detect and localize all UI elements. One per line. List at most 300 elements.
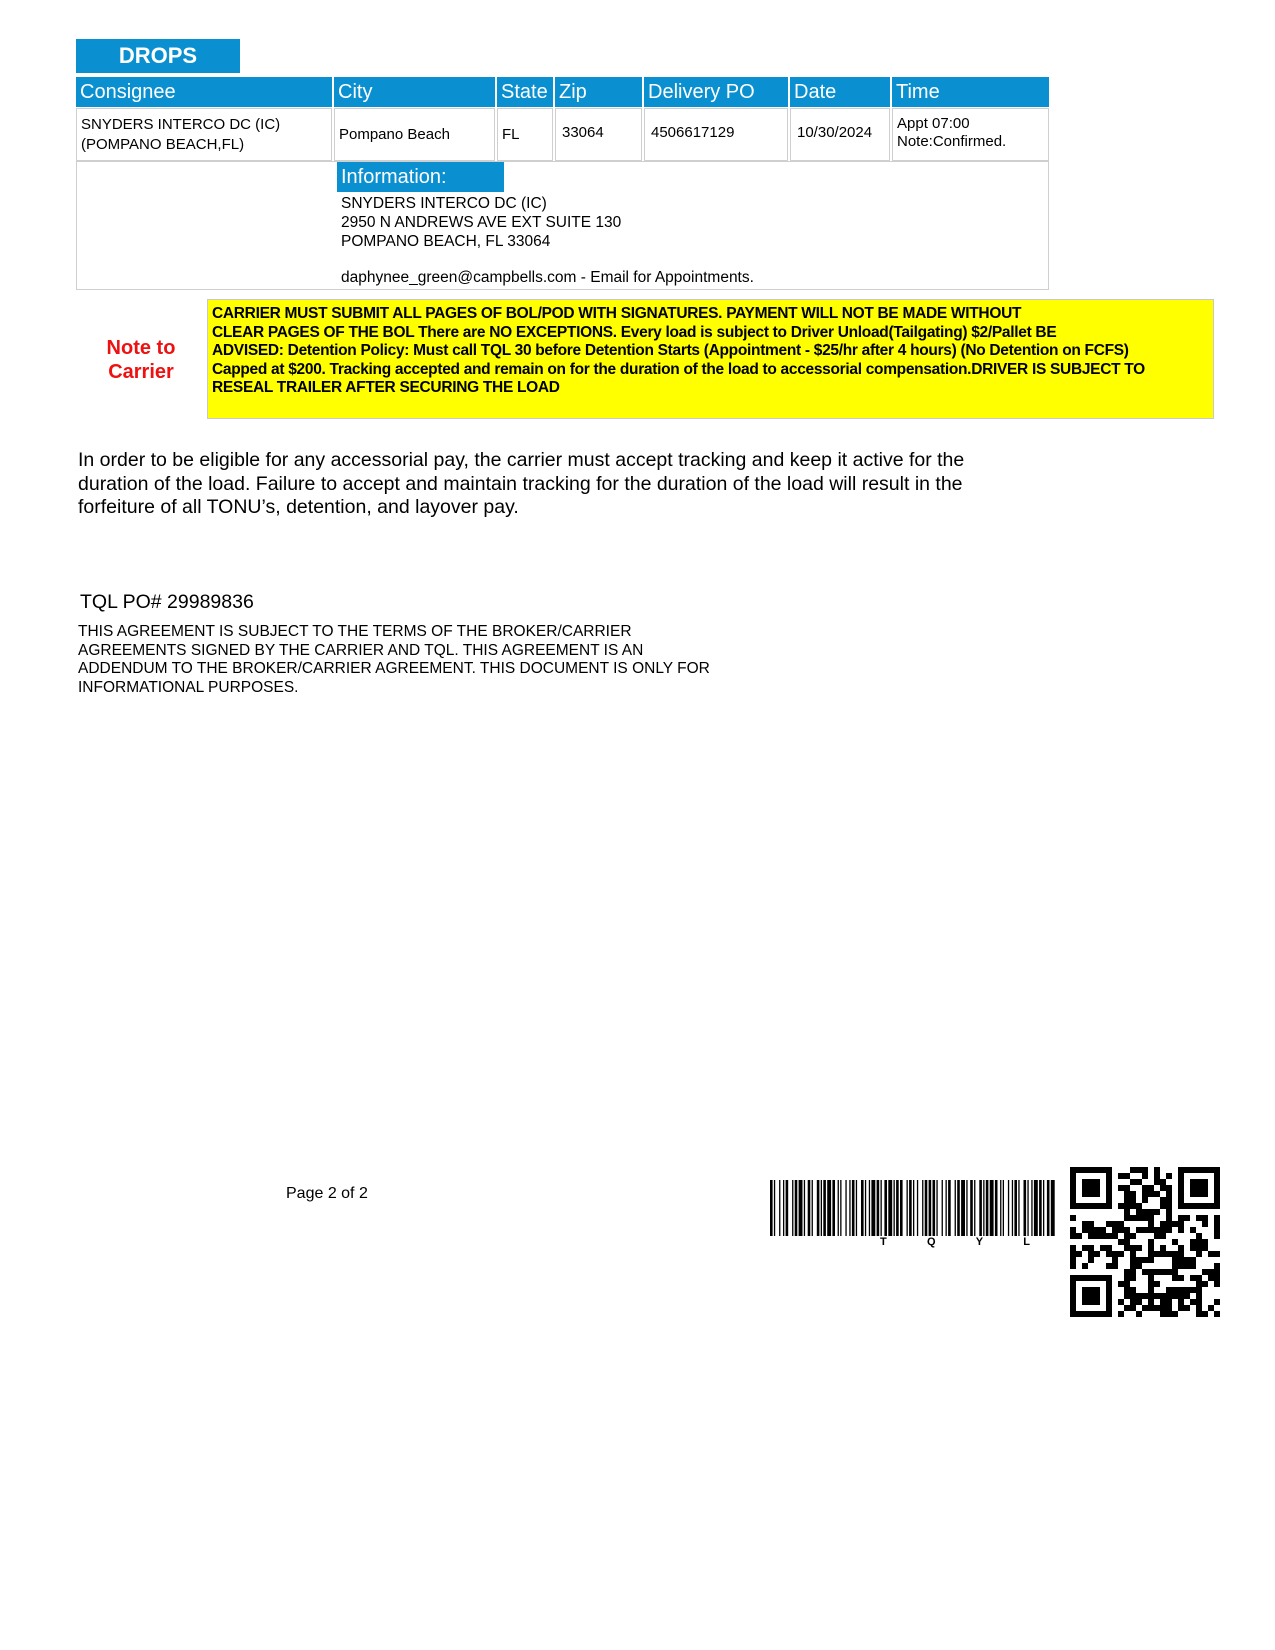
- qr-module: [1166, 1293, 1172, 1299]
- qr-module: [1214, 1281, 1220, 1287]
- qr-module: [1136, 1299, 1142, 1305]
- barcode-bar: [925, 1180, 928, 1236]
- qr-module: [1202, 1215, 1208, 1221]
- qr-module: [1148, 1245, 1154, 1251]
- barcode-bar: [983, 1180, 984, 1236]
- qr-module: [1130, 1257, 1136, 1263]
- barcode-bar: [1043, 1180, 1044, 1236]
- qr-module: [1208, 1305, 1214, 1311]
- barcode-bar: [779, 1180, 780, 1236]
- qr-module: [1142, 1191, 1148, 1197]
- qr-module: [1154, 1209, 1160, 1215]
- qr-module: [1196, 1245, 1202, 1251]
- note-line: RESEAL TRAILER AFTER SECURING THE LOAD: [212, 379, 560, 397]
- qr-module: [1148, 1185, 1154, 1191]
- barcode-bar: [877, 1180, 880, 1236]
- qr-module: [1160, 1305, 1166, 1311]
- barcode-bar: [974, 1180, 975, 1236]
- barcode-bar: [852, 1180, 855, 1236]
- qr-module: [1160, 1197, 1166, 1203]
- qr-module: [1130, 1203, 1136, 1209]
- qr-module: [1214, 1311, 1220, 1317]
- qr-module: [1178, 1287, 1184, 1293]
- barcode-text: [880, 1236, 1030, 1248]
- qr-module: [1118, 1173, 1124, 1179]
- qr-module: [1082, 1227, 1088, 1233]
- barcode-bar: [827, 1180, 831, 1236]
- qr-module: [1130, 1293, 1136, 1299]
- barcode-bar: [966, 1180, 967, 1236]
- po-number: TQL PO# 29989836: [80, 591, 254, 613]
- column-header-date: Date: [790, 77, 890, 107]
- qr-module: [1118, 1251, 1124, 1257]
- qr-module: [1148, 1287, 1154, 1293]
- qr-module: [1094, 1233, 1100, 1239]
- qr-module: [1160, 1233, 1166, 1239]
- qr-module: [1142, 1305, 1148, 1311]
- barcode-bar: [1027, 1180, 1028, 1236]
- barcode-bar: [1031, 1180, 1032, 1236]
- qr-module: [1070, 1263, 1076, 1269]
- qr-module: [1202, 1239, 1208, 1245]
- qr-module: [1154, 1191, 1160, 1197]
- qr-finder: [1070, 1203, 1112, 1209]
- qr-module: [1160, 1185, 1166, 1191]
- barcode-bar: [774, 1180, 775, 1236]
- qr-module: [1196, 1311, 1202, 1317]
- qr-finder: [1178, 1167, 1220, 1173]
- barcode-bar: [961, 1180, 965, 1236]
- qr-module: [1124, 1203, 1130, 1209]
- qr-module: [1124, 1173, 1130, 1179]
- qr-finder: [1082, 1179, 1100, 1197]
- qr-module: [1148, 1305, 1154, 1311]
- qr-module: [1076, 1233, 1082, 1239]
- qr-module: [1166, 1299, 1172, 1305]
- qr-module: [1082, 1245, 1088, 1251]
- qr-module: [1172, 1287, 1178, 1293]
- qr-module: [1142, 1215, 1148, 1221]
- barcode-bar: [936, 1180, 937, 1236]
- barcode-bar: [942, 1180, 943, 1236]
- barcode-bar: [1051, 1180, 1055, 1236]
- paragraph-line: In order to be eligible for any accessorial pay, the carrier must accept tracking and keep it active for the: [78, 449, 965, 471]
- qr-module: [1130, 1275, 1136, 1281]
- qr-module: [1112, 1221, 1118, 1227]
- qr-module: [1160, 1179, 1166, 1185]
- qr-module: [1082, 1221, 1088, 1227]
- column-header-time: Time: [892, 77, 1049, 107]
- consignee-location: (POMPANO BEACH,FL): [81, 136, 245, 153]
- barcode-bar: [1000, 1180, 1001, 1236]
- qr-module: [1178, 1263, 1184, 1269]
- qr-module: [1118, 1185, 1124, 1191]
- qr-module: [1070, 1251, 1076, 1257]
- barcode-bar: [884, 1180, 887, 1236]
- qr-module: [1124, 1209, 1130, 1215]
- barcode-bar: [804, 1180, 805, 1236]
- column-header-zip: Zip: [555, 77, 642, 107]
- qr-module: [1088, 1245, 1094, 1251]
- qr-module: [1118, 1239, 1124, 1245]
- qr-module: [1214, 1233, 1220, 1239]
- qr-finder: [1070, 1167, 1112, 1173]
- qr-module: [1208, 1275, 1214, 1281]
- column-header-state: State: [497, 77, 553, 107]
- qr-module: [1178, 1257, 1184, 1263]
- qr-module: [1136, 1227, 1142, 1233]
- qr-module: [1154, 1305, 1160, 1311]
- qr-module: [1160, 1299, 1166, 1305]
- qr-module: [1172, 1239, 1178, 1245]
- qr-module: [1142, 1257, 1148, 1263]
- qr-module: [1070, 1215, 1076, 1221]
- qr-module: [1112, 1251, 1118, 1257]
- qr-module: [1088, 1257, 1094, 1263]
- qr-module: [1214, 1215, 1220, 1221]
- qr-module: [1094, 1251, 1100, 1257]
- qr-module: [1202, 1281, 1208, 1287]
- paragraph-line: duration of the load. Failure to accept and maintain tracking for the duration of the load will result in the: [78, 472, 963, 495]
- qr-module: [1160, 1221, 1166, 1227]
- qr-module: [1190, 1275, 1196, 1281]
- qr-module: [1148, 1269, 1154, 1275]
- barcode-bar: [795, 1180, 798, 1236]
- qr-module: [1130, 1305, 1136, 1311]
- barcode-bar: [957, 1180, 960, 1236]
- qr-module: [1154, 1293, 1160, 1299]
- qr-module: [1202, 1245, 1208, 1251]
- note-line: CLEAR PAGES OF THE BOL There are NO EXCEPTIONS. Every load is subject to Driver Unload(Tailgating) $2/Pallet BE: [212, 323, 1057, 341]
- qr-module: [1184, 1293, 1190, 1299]
- qr-module: [1160, 1269, 1166, 1275]
- barcode-bar: [907, 1180, 908, 1236]
- qr-module: [1106, 1263, 1112, 1269]
- barcode-icon: [770, 1180, 1055, 1236]
- qr-module: [1214, 1263, 1220, 1269]
- date-cell: 10/30/2024: [790, 108, 890, 161]
- qr-module: [1124, 1269, 1130, 1275]
- delivery-po-cell: 4506617129: [644, 108, 788, 161]
- qr-module: [1112, 1233, 1118, 1239]
- barcode-char: L: [1023, 1236, 1030, 1248]
- qr-module: [1196, 1215, 1202, 1221]
- qr-module: [1070, 1245, 1076, 1251]
- qr-finder: [1070, 1167, 1076, 1209]
- drops-section-title: DROPS: [76, 39, 240, 73]
- agreement-line: THIS AGREEMENT IS SUBJECT TO THE TERMS OF THE BROKER/CARRIER: [78, 623, 632, 640]
- qr-module: [1142, 1227, 1148, 1233]
- qr-module: [1154, 1269, 1160, 1275]
- qr-module: [1124, 1185, 1130, 1191]
- appointment-time: Appt 07:00: [897, 115, 970, 132]
- qr-module: [1154, 1167, 1160, 1173]
- qr-module: [1148, 1191, 1154, 1197]
- note-line: CARRIER MUST SUBMIT ALL PAGES OF BOL/POD WITH SIGNATURES. PAYMENT WILL NOT BE MADE WITHOUT: [212, 305, 1022, 322]
- qr-module: [1166, 1191, 1172, 1197]
- qr-module: [1118, 1221, 1124, 1227]
- qr-module: [1160, 1293, 1166, 1299]
- note-label-line: Carrier: [108, 361, 174, 383]
- qr-module: [1178, 1227, 1184, 1233]
- barcode-bar: [1008, 1180, 1009, 1236]
- qr-module: [1196, 1251, 1202, 1257]
- qr-module: [1142, 1269, 1148, 1275]
- qr-module: [1166, 1221, 1172, 1227]
- qr-finder: [1082, 1287, 1100, 1305]
- barcode-bar: [869, 1180, 870, 1236]
- qr-module: [1184, 1287, 1190, 1293]
- barcode-bar: [1018, 1180, 1019, 1236]
- agreement-line: INFORMATIONAL PURPOSES.: [78, 678, 299, 696]
- qr-module: [1172, 1275, 1178, 1281]
- barcode-bar: [770, 1180, 773, 1236]
- qr-module: [1190, 1299, 1196, 1305]
- qr-module: [1148, 1257, 1154, 1263]
- barcode-bar: [990, 1180, 994, 1236]
- qr-module: [1184, 1263, 1190, 1269]
- barcode-bar: [1039, 1180, 1042, 1236]
- qr-module: [1154, 1173, 1160, 1179]
- barcode-char: Y: [975, 1236, 984, 1248]
- barcode-bar: [970, 1180, 973, 1236]
- qr-module: [1124, 1305, 1130, 1311]
- qr-module: [1160, 1311, 1166, 1317]
- qr-module: [1154, 1281, 1160, 1287]
- qr-module: [1136, 1311, 1142, 1317]
- qr-module: [1142, 1209, 1148, 1215]
- qr-module: [1076, 1251, 1082, 1257]
- qr-module: [1088, 1251, 1094, 1257]
- qr-module: [1148, 1215, 1154, 1221]
- qr-module: [1190, 1263, 1196, 1269]
- qr-module: [1154, 1227, 1160, 1233]
- qr-module: [1136, 1245, 1142, 1251]
- qr-finder: [1178, 1203, 1220, 1209]
- qr-module: [1124, 1233, 1130, 1239]
- qr-module: [1118, 1299, 1124, 1305]
- barcode-bar: [812, 1180, 813, 1236]
- consignee-name: SNYDERS INTERCO DC (IC): [81, 116, 281, 133]
- qr-module: [1118, 1281, 1124, 1287]
- qr-module: [1130, 1179, 1136, 1185]
- qr-module: [1106, 1251, 1112, 1257]
- barcode-bar: [1012, 1180, 1013, 1236]
- qr-module: [1196, 1275, 1202, 1281]
- qr-module: [1172, 1293, 1178, 1299]
- barcode-bar: [881, 1180, 882, 1236]
- paragraph-line: forfeiture of all TONU’s, detention, and layover pay.: [78, 496, 519, 518]
- barcode-bar: [900, 1180, 903, 1236]
- qr-module: [1124, 1191, 1130, 1197]
- qr-module: [1130, 1263, 1136, 1269]
- qr-module: [1070, 1227, 1076, 1233]
- qr-module: [1088, 1233, 1094, 1239]
- barcode-bar: [995, 1180, 998, 1236]
- qr-module: [1124, 1245, 1130, 1251]
- qr-module: [1142, 1173, 1148, 1179]
- qr-module: [1070, 1233, 1076, 1239]
- qr-module: [1160, 1245, 1166, 1251]
- time-cell: [892, 108, 1049, 161]
- qr-module: [1118, 1203, 1124, 1209]
- agreement-line: AGREEMENTS SIGNED BY THE CARRIER AND TQL. THIS AGREEMENT IS AN: [78, 641, 644, 659]
- barcode-bar: [792, 1180, 793, 1236]
- qr-module: [1190, 1257, 1196, 1263]
- qr-module: [1148, 1251, 1154, 1257]
- qr-finder: [1106, 1275, 1112, 1317]
- qr-module: [1172, 1221, 1178, 1227]
- qr-module: [1166, 1203, 1172, 1209]
- qr-module: [1178, 1245, 1184, 1251]
- qr-module: [1130, 1251, 1136, 1257]
- barcode-char: Q: [926, 1236, 936, 1248]
- qr-module: [1178, 1305, 1184, 1311]
- qr-module: [1130, 1245, 1136, 1251]
- qr-module: [1142, 1293, 1148, 1299]
- agreement-line: ADDENDUM TO THE BROKER/CARRIER AGREEMENT. THIS DOCUMENT IS ONLY FOR: [78, 660, 710, 677]
- qr-module: [1214, 1221, 1220, 1227]
- tracking-policy-paragraph: [78, 449, 1038, 520]
- barcode-bar: [933, 1180, 936, 1236]
- qr-module: [1190, 1239, 1196, 1245]
- qr-module: [1196, 1293, 1202, 1299]
- consignee-cell: [76, 108, 332, 161]
- qr-module: [1208, 1269, 1214, 1275]
- qr-module: [1166, 1173, 1172, 1179]
- qr-module: [1136, 1179, 1142, 1185]
- qr-module: [1196, 1299, 1202, 1305]
- barcode-bar: [948, 1180, 951, 1236]
- qr-module: [1166, 1269, 1172, 1275]
- qr-module: [1112, 1257, 1118, 1263]
- qr-finder: [1106, 1167, 1112, 1209]
- qr-module: [1136, 1215, 1142, 1221]
- qr-module: [1100, 1227, 1106, 1233]
- qr-module: [1130, 1215, 1136, 1221]
- qr-module: [1202, 1311, 1208, 1317]
- qr-module: [1196, 1287, 1202, 1293]
- page-number: Page 2 of 2: [286, 1185, 368, 1202]
- qr-module: [1154, 1233, 1160, 1239]
- qr-module: [1154, 1179, 1160, 1185]
- info-street: 2950 N ANDREWS AVE EXT SUITE 130: [341, 214, 622, 231]
- column-header-delivery-po: Delivery PO: [644, 77, 788, 107]
- qr-module: [1130, 1269, 1136, 1275]
- qr-module: [1202, 1269, 1208, 1275]
- qr-module: [1142, 1167, 1148, 1173]
- qr-module: [1166, 1185, 1172, 1191]
- qr-module: [1094, 1227, 1100, 1233]
- info-email: daphynee_green@campbells.com - Email for Appointments.: [341, 269, 754, 286]
- qr-module: [1124, 1293, 1130, 1299]
- barcode-bar: [817, 1180, 820, 1236]
- qr-module: [1148, 1239, 1154, 1245]
- qr-module: [1190, 1245, 1196, 1251]
- qr-module: [1136, 1167, 1142, 1173]
- barcode-bar: [979, 1180, 982, 1236]
- qr-module: [1130, 1167, 1136, 1173]
- qr-module: [1118, 1311, 1124, 1317]
- barcode-bar: [783, 1180, 784, 1236]
- qr-module: [1154, 1251, 1160, 1257]
- qr-module: [1160, 1251, 1166, 1257]
- agreement-text: [78, 623, 778, 697]
- city-cell: Pompano Beach: [334, 108, 495, 161]
- barcode-bar: [808, 1180, 811, 1236]
- qr-module: [1214, 1269, 1220, 1275]
- barcode-bar: [894, 1180, 895, 1236]
- qr-module: [1214, 1275, 1220, 1281]
- qr-module: [1124, 1287, 1130, 1293]
- carrier-note-box: [207, 299, 1214, 419]
- note-line: Capped at $200. Tracking accepted and remain on for the duration of the load to accessorial compensation.DRIVER IS SUBJECT TO: [212, 360, 1145, 378]
- qr-module: [1106, 1233, 1112, 1239]
- qr-module: [1100, 1233, 1106, 1239]
- qr-module: [1190, 1287, 1196, 1293]
- qr-module: [1130, 1197, 1136, 1203]
- qr-module: [1166, 1209, 1172, 1215]
- qr-module: [1130, 1191, 1136, 1197]
- qr-module: [1112, 1263, 1118, 1269]
- qr-module: [1184, 1305, 1190, 1311]
- qr-module: [1124, 1227, 1130, 1233]
- qr-module: [1112, 1227, 1118, 1233]
- qr-module: [1166, 1215, 1172, 1221]
- info-name: SNYDERS INTERCO DC (IC): [341, 195, 547, 212]
- qr-module: [1178, 1299, 1184, 1305]
- qr-module: [1070, 1257, 1076, 1263]
- qr-module: [1178, 1251, 1184, 1257]
- qr-code-icon: [1070, 1167, 1220, 1317]
- qr-module: [1130, 1287, 1136, 1293]
- qr-module: [1088, 1221, 1094, 1227]
- qr-module: [1106, 1245, 1112, 1251]
- qr-module: [1082, 1263, 1088, 1269]
- qr-module: [1196, 1305, 1202, 1311]
- barcode-bar: [799, 1180, 803, 1236]
- qr-module: [1178, 1215, 1184, 1221]
- qr-module: [1172, 1257, 1178, 1263]
- qr-finder: [1070, 1311, 1112, 1317]
- info-city-state-zip: POMPANO BEACH, FL 33064: [341, 233, 551, 250]
- qr-module: [1130, 1233, 1136, 1239]
- qr-module: [1172, 1251, 1178, 1257]
- qr-finder: [1190, 1179, 1208, 1197]
- qr-module: [1136, 1263, 1142, 1269]
- qr-module: [1172, 1263, 1178, 1269]
- barcode-bar: [871, 1180, 875, 1236]
- qr-module: [1124, 1215, 1130, 1221]
- qr-module: [1166, 1197, 1172, 1203]
- column-header-consignee: Consignee: [76, 77, 332, 107]
- barcode-bar: [1034, 1180, 1038, 1236]
- qr-module: [1184, 1215, 1190, 1221]
- barcode-bar: [832, 1180, 835, 1236]
- qr-module: [1118, 1227, 1124, 1233]
- appointment-note: Note:Confirmed.: [897, 133, 1007, 150]
- qr-module: [1178, 1275, 1184, 1281]
- barcode-bar: [865, 1180, 866, 1236]
- qr-finder: [1070, 1275, 1076, 1317]
- qr-module: [1166, 1251, 1172, 1257]
- note-line: ADVISED: Detention Policy: Must call TQL 30 before Detention Starts (Appointment - $25/hr after 4 hours) (No Detention on FCFS): [212, 342, 1129, 360]
- barcode-bar: [861, 1180, 864, 1236]
- barcode-char: T: [880, 1236, 887, 1248]
- barcode-bar: [909, 1180, 912, 1236]
- barcode-bar: [1003, 1180, 1004, 1236]
- qr-module: [1214, 1227, 1220, 1233]
